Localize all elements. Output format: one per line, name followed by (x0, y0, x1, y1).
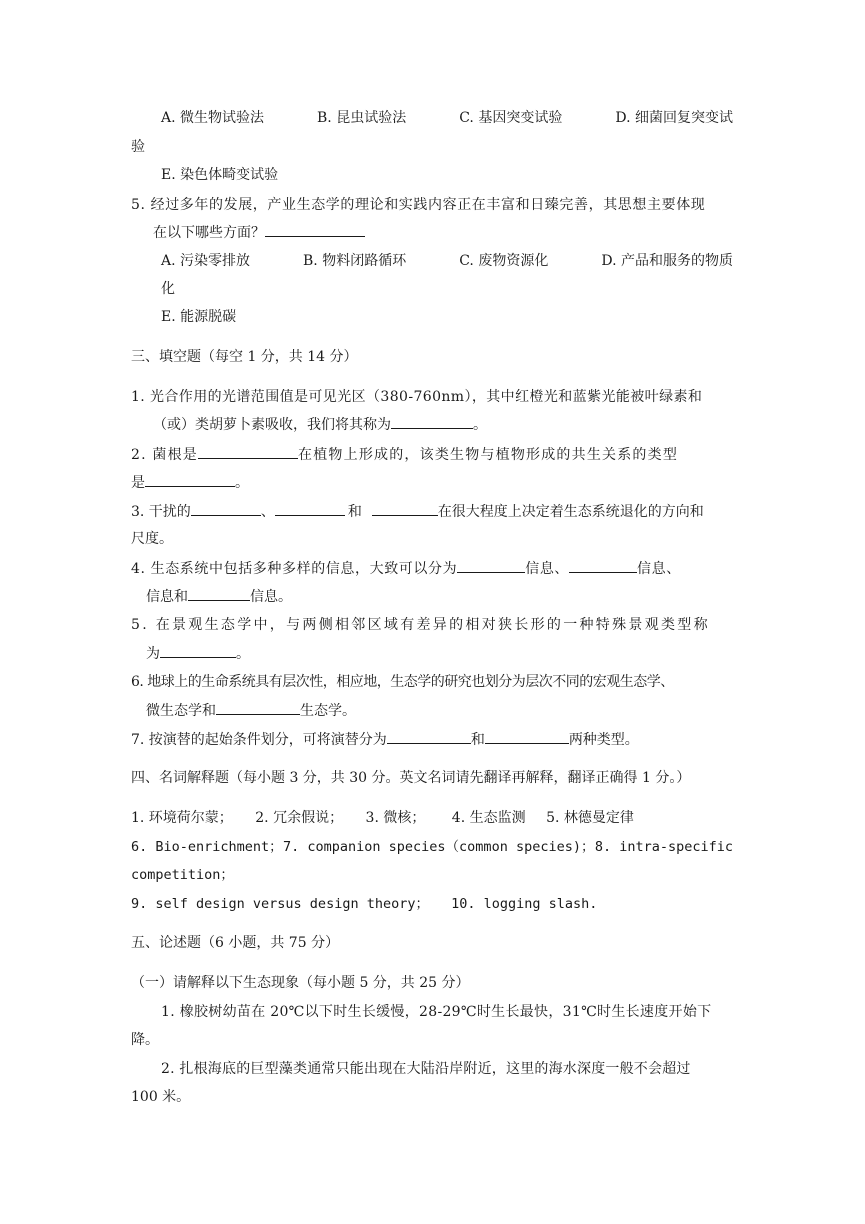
option-a: A. 污染零排放 (161, 253, 251, 269)
sub-heading: （一）请解释以下生态现象（每小题 5 分，共 25 分） (131, 975, 470, 991)
option-d-continuation: 验 (131, 139, 145, 155)
fill-q3-line2: 尺度。 (131, 531, 173, 547)
term: 5. 林德曼定律 (546, 810, 634, 826)
fill-q2-text: 是 (131, 475, 145, 491)
terms-row2 (131, 837, 733, 857)
fill-q2-text: 在植物上形成的，该类生物与植物形成的共生关系的类型 (298, 447, 679, 463)
q5-options-row (161, 251, 733, 271)
essay-q1-line2: 降。 (131, 1032, 159, 1048)
fill-q5-line1: 5. 在景观生态学中，与两侧相邻区域有差异的相对狭长形的一种特殊景观类型称 (131, 617, 710, 633)
fill-q2-line2 (131, 472, 249, 493)
term: 1. 环境荷尔蒙； (131, 810, 233, 826)
fill-q2-text: 2. 菌根是 (131, 447, 199, 463)
fill-q6-text: 微生态学和 (146, 703, 216, 719)
section-heading: 五、论述题（6 小题，共 75 分） (131, 935, 340, 951)
term: 8. intra-specific (594, 839, 733, 855)
answer-blank[interactable] (191, 501, 261, 516)
fill-q2-line1 (131, 444, 678, 465)
fill-q7 (131, 729, 639, 750)
fill-q6-line1: 6. 地球上的生命系统具有层次性，相应地，生态学的研究也划分为层次不同的宏观生态学、 (131, 674, 674, 690)
option-d-continuation: 化 (161, 281, 175, 297)
fill-q4-text: 信息。 (250, 589, 292, 605)
option-a: A. 微生物试验法 (161, 110, 265, 126)
answer-blank[interactable] (265, 222, 365, 237)
answer-blank[interactable] (457, 558, 525, 573)
term: 10. logging slash. (451, 896, 598, 912)
term: 4. 生态监测 (451, 810, 526, 826)
essay-q2-line1: 2. 扎根海底的巨型藻类通常只能出现在大陆沿岸附近，这里的海水深度一般不会超过 (161, 1061, 691, 1077)
fill-q3-text: 3. 干扰的 (131, 504, 191, 520)
terms-row2-continuation: competition； (131, 867, 234, 883)
answer-blank[interactable] (188, 586, 250, 601)
fill-q4-text: 4. 生态系统中包括多种多样的信息，大致可以分为 (131, 561, 458, 577)
answer-blank[interactable] (485, 729, 569, 744)
fill-q4-text: 信息和 (146, 589, 188, 605)
essay-q2-line2: 100 米。 (131, 1089, 191, 1105)
q5-line2-text: 在以下哪些方面？ (153, 225, 265, 241)
option-e: E. 染色体畸变试验 (161, 167, 279, 183)
option-c: C. 基因突变试验 (459, 110, 563, 126)
option-d: D. 细菌回复突变试 (615, 110, 733, 126)
answer-blank[interactable] (387, 729, 471, 744)
fill-q3-line1 (131, 501, 704, 522)
fill-q5-text: 为 (146, 646, 160, 662)
answer-blank[interactable] (160, 643, 236, 658)
fill-q7-text: 7. 按演替的起始条件划分，可将演替分为 (131, 732, 387, 748)
answer-blank[interactable] (145, 472, 235, 487)
q5-line2 (153, 222, 365, 243)
term: 6. Bio-enrichment； (131, 839, 283, 855)
option-e: E. 能源脱碳 (161, 309, 237, 325)
fill-q6-text: 生态学。 (300, 703, 356, 719)
answer-blank[interactable] (391, 414, 473, 429)
fill-q4-line2 (146, 586, 292, 607)
fill-q5-line2 (146, 643, 250, 664)
fill-q4-line1 (131, 558, 681, 579)
fill-q6-line2 (146, 700, 356, 721)
fill-q5-end: 。 (236, 646, 250, 662)
fill-q3-text: 、 (260, 504, 275, 520)
fill-q7-text: 和 (470, 732, 485, 748)
option-c: C. 废物资源化 (459, 253, 549, 269)
term: 7. companion species（common species)； (283, 839, 595, 855)
option-b: B. 昆虫试验法 (317, 110, 407, 126)
term: 9. self design versus design theory； (131, 896, 429, 912)
fill-q1-text: （或）类胡萝卜素吸收，我们将其称为 (153, 417, 391, 433)
essay-q1-line1: 1. 橡胶树幼苗在 20℃以下时生长缓慢，28-29℃时生长最快，31℃时生长速度开始下 (161, 1004, 712, 1020)
q5-line1: 5. 经过多年的发展，产业生态学的理论和实践内容正在丰富和日臻完善，其思想主要体现 (131, 197, 706, 213)
option-b: B. 物料闭路循环 (303, 253, 407, 269)
term: 2. 冗余假说； (255, 810, 344, 826)
q4-options-row (161, 108, 733, 128)
fill-q7-text: 两种类型。 (568, 732, 639, 748)
answer-blank[interactable] (216, 700, 300, 715)
section-heading: 三、填空题（每空 1 分，共 14 分） (131, 349, 358, 365)
answer-blank[interactable] (198, 444, 298, 459)
answer-blank[interactable] (372, 501, 438, 516)
terms-row3 (131, 894, 597, 914)
fill-q2-end: 。 (235, 475, 249, 491)
fill-q3-text: 和 (347, 504, 362, 520)
fill-q4-text: 信息、 (525, 561, 570, 577)
fill-q1-end: 。 (473, 417, 487, 433)
option-d: D. 产品和服务的物质 (601, 253, 733, 269)
fill-q1-line1: 1. 光合作用的光谱范围值是可见光区（380-760nm），其中红橙光和蓝紫光能被叶绿素和 (131, 389, 703, 405)
fill-q1-line2 (153, 414, 487, 435)
fill-q3-text: 在很大程度上决定着生态系统退化的方向和 (437, 504, 704, 520)
answer-blank[interactable] (275, 501, 345, 516)
section-heading: 四、名词解释题（每小题 3 分，共 30 分。英文名词请先翻译再解释，翻译正确得 1 分。） (131, 770, 691, 786)
term: 3. 微核； (365, 810, 426, 826)
terms-row1 (131, 808, 634, 828)
answer-blank[interactable] (569, 558, 637, 573)
fill-q4-text: 信息、 (637, 561, 681, 577)
